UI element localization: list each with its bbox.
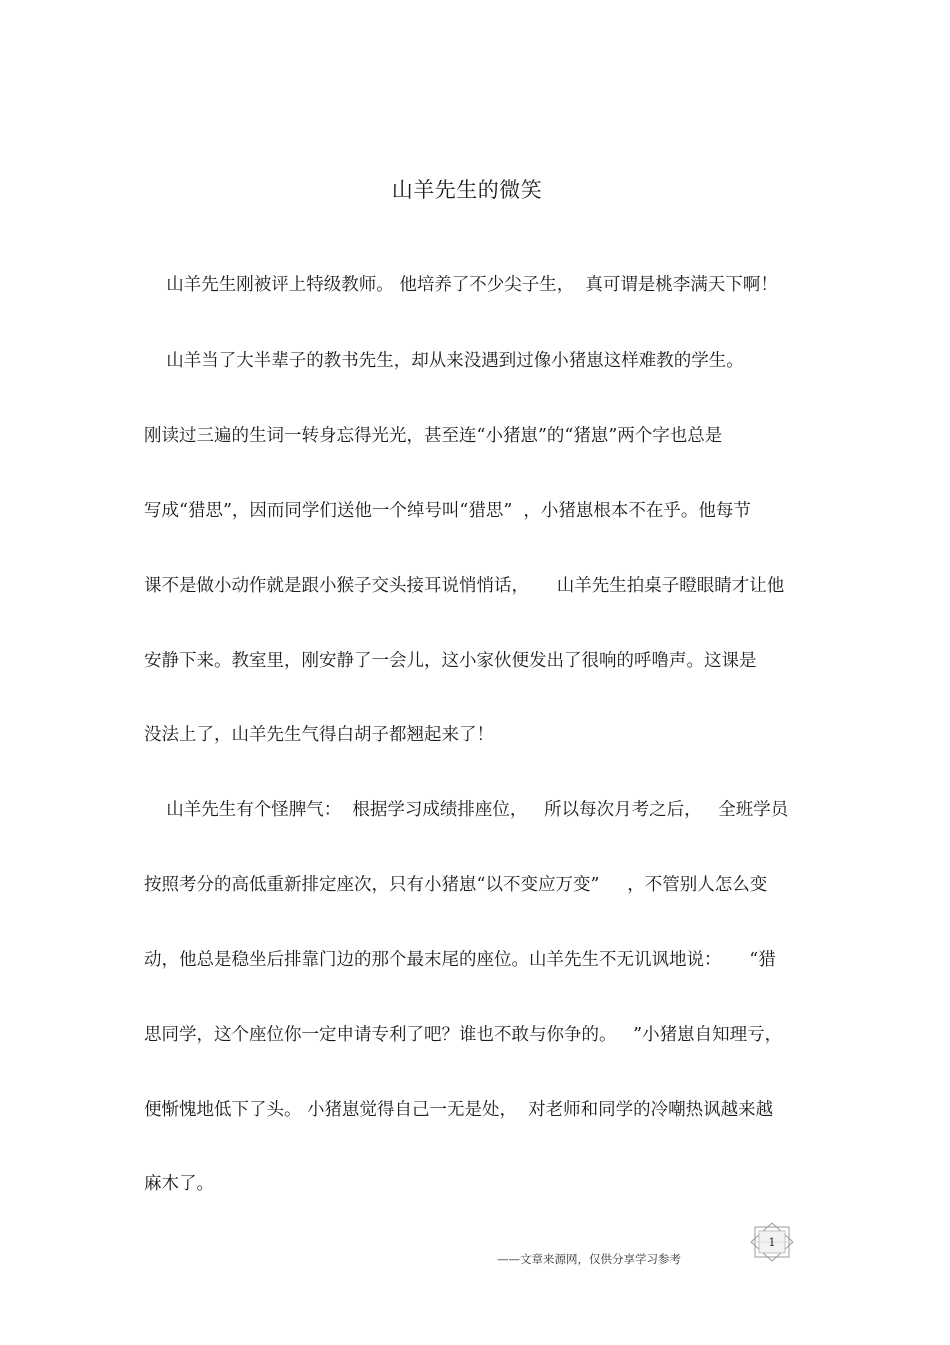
paragraph-line: 便惭愧地低下了头。 小猪崽觉得自己一无是处， 对老师和同学的冷嘲热讽越来越 (144, 1100, 774, 1120)
paragraph-line: 安静下来。教室里，刚安静了一会儿，这小家伙便发出了很响的呼噜声。这课是 (144, 651, 757, 671)
paragraph-line: 写成“猎思”，因而同学们送他一个绰号叫“猎思” ，小猪崽根本不在乎。他每节 (144, 501, 751, 521)
page-number: 1 (768, 1236, 776, 1249)
paragraph-line: 山羊先生刚被评上特级教师。 他培养了不少尖子生， 真可谓是桃李满天下啊！ (144, 275, 778, 295)
paragraph-line: 没法上了，山羊先生气得白胡子都翘起来了！ (144, 725, 494, 745)
paragraph-line: 思同学，这个座位你一定申请专利了吧？谁也不敢与你争的。 ”小猪崽自知理亏， (144, 1025, 783, 1045)
paragraph-line: 山羊先生有个怪脾气： 根据学习成绩排座位， 所以每次月考之后， 全班学员 (144, 800, 789, 820)
source-note: ——文章来源网，仅供分享学习参考 (497, 1252, 681, 1266)
paragraph-line: 麻木了。 (144, 1174, 214, 1194)
paragraph-line: 山羊当了大半辈子的教书先生，却从来没遇到过像小猪崽这样难教的学生。 (144, 351, 744, 371)
paragraph-line: 按照考分的高低重新排定座次，只有小猪崽“以不变应万变” ，不管别人怎么变 (144, 875, 768, 895)
paragraph-line: 动，他总是稳坐后排靠门边的那个最末尾的座位。山羊先生不无讥讽地说： “猎 (144, 950, 776, 970)
page-title: 山羊先生的微笑 (391, 178, 543, 202)
paragraph-line: 课不是做小动作就是跟小猴子交头接耳说悄悄话， 山羊先生拍桌子瞪眼睛才让他 (144, 576, 785, 596)
paragraph-line: 刚读过三遍的生词一转身忘得光光，甚至连“小猪崽”的“猪崽”两个字也总是 (144, 426, 723, 446)
